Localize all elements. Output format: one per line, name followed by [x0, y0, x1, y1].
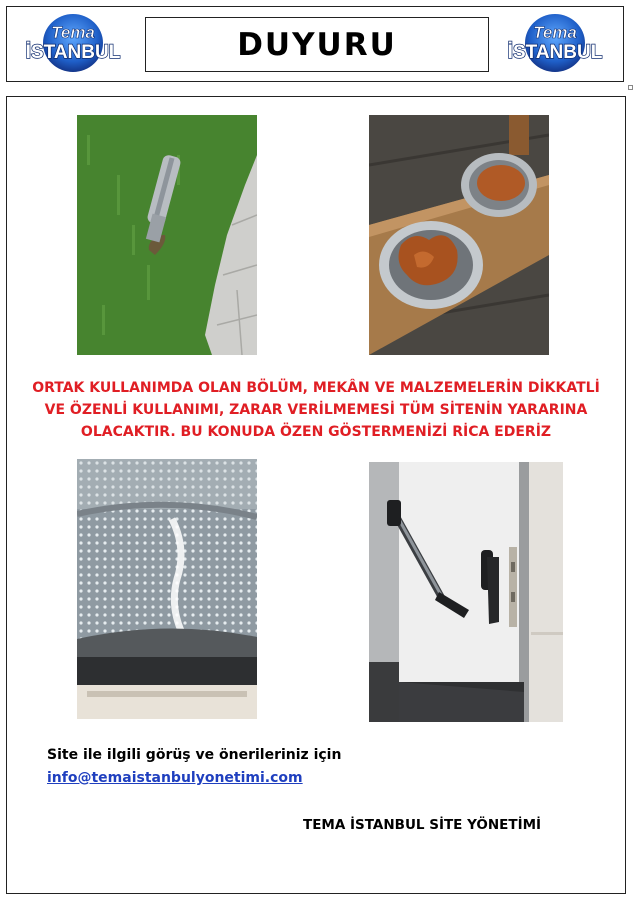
notice-text — [17, 377, 615, 443]
svg-text:İSTANBUL: İSTANBUL — [25, 42, 121, 63]
notice-line: VE ÖZENLİ KULLANIMI, ZARAR VERİLMEMESİ TÜM SİTENİN YARARINA — [44, 402, 588, 418]
broken-garden-light-photo — [77, 115, 257, 355]
broken-door-panic-bar-photo — [369, 462, 563, 722]
corner-marker — [628, 85, 633, 90]
tema-istanbul-logo — [21, 12, 125, 74]
svg-text:Tema: Tema — [51, 23, 95, 42]
svg-text:Tema: Tema — [533, 23, 577, 42]
title-box — [145, 17, 489, 72]
signature: TEMA İSTANBUL SİTE YÖNETİMİ — [303, 817, 542, 833]
contact-email-link[interactable]: info@temaistanbulyonetimi.com — [47, 770, 303, 786]
notice-line: ORTAK KULLANIMDA OLAN BÖLÜM, MEKÂN VE MALZEMELERİN DİKKATLİ — [32, 380, 600, 396]
page-title: DUYURU — [237, 26, 397, 63]
dirty-pet-bowls-photo — [369, 115, 549, 355]
contact-label: Site ile ilgili görüş ve önerileriniz için — [47, 747, 342, 763]
header — [6, 6, 624, 82]
tema-istanbul-logo — [503, 12, 607, 74]
svg-text:İSTANBUL: İSTANBUL — [507, 42, 603, 63]
notice-line: OLACAKTIR. BU KONUDA ÖZEN GÖSTERMENİZİ RİCA EDERİZ — [80, 424, 552, 440]
damaged-perforated-awning-photo — [77, 459, 257, 719]
notice-panel — [6, 96, 626, 894]
